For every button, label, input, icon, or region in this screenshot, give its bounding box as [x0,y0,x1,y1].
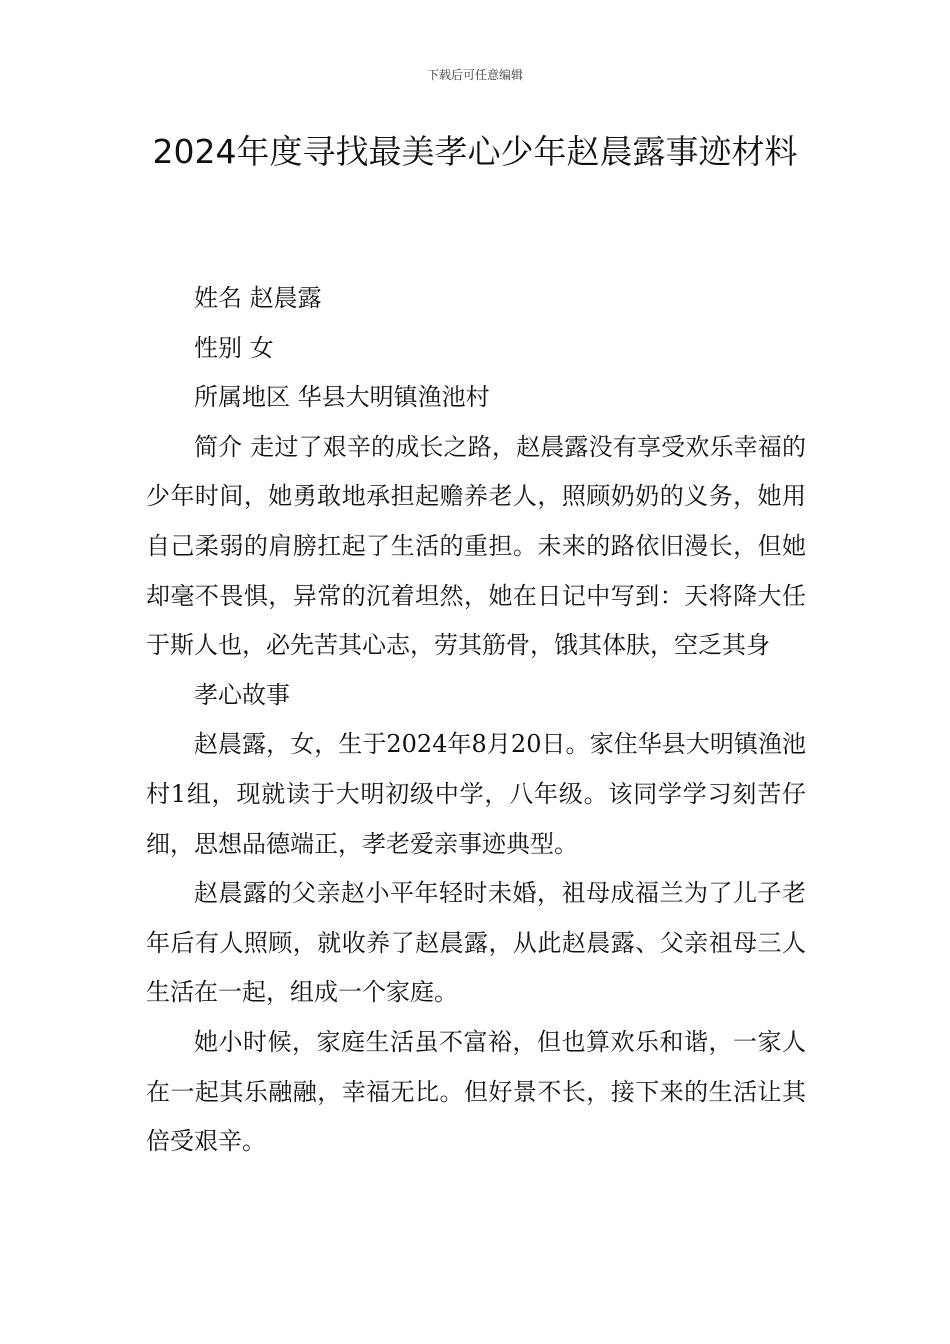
section-heading: 孝心故事 [194,680,290,709]
story-paragraph-2: 赵晨露的父亲赵小平年轻时未婚，祖母成福兰为了儿子老年后有人照顾，就收养了赵晨露，从此赵晨露、父亲祖母三人生活在一起，组成一个家庭。 [146,879,806,1007]
field-region: 所属地区 华县大明镇渔池村 [194,383,490,412]
field-name: 姓名 赵晨露 [194,284,322,312]
header-note: 下载后可任意编辑 [426,68,523,82]
story-paragraph-1: 赵晨露，女，生于2024年8月20日。家住华县大明镇渔池村1组，现就读于大明初级中学，八年级。该同学学习刻苦仔细，思想品德端正，孝老爱亲事迹典型。 [146,730,806,858]
story-paragraph-3: 她小时候，家庭生活虽不富裕，但也算欢乐和谐，一家人在一起其乐融融，幸福无比。但好景不长，接下来的生活让其倍受艰辛。 [146,1027,806,1156]
field-gender: 性别 女 [194,333,274,362]
document-body [146,274,806,1167]
intro-paragraph: 简介 走过了艰辛的成长之路，赵晨露没有享受欢乐幸福的少年时间，她勇敢地承担起赡养老人，照顾奶奶的义务，她用自己柔弱的肩膀扛起了生活的重担。未来的路依旧漫长，但她却毫不畏惧，异常的沉着坦然，她在日记中写到：天将降大任于斯人也，必先苦其心志，劳其筋骨，饿其体肤，空乏其身 [146,432,806,660]
document-title: 2024年度寻找最美孝心少年赵晨露事迹材料 [152,132,798,171]
